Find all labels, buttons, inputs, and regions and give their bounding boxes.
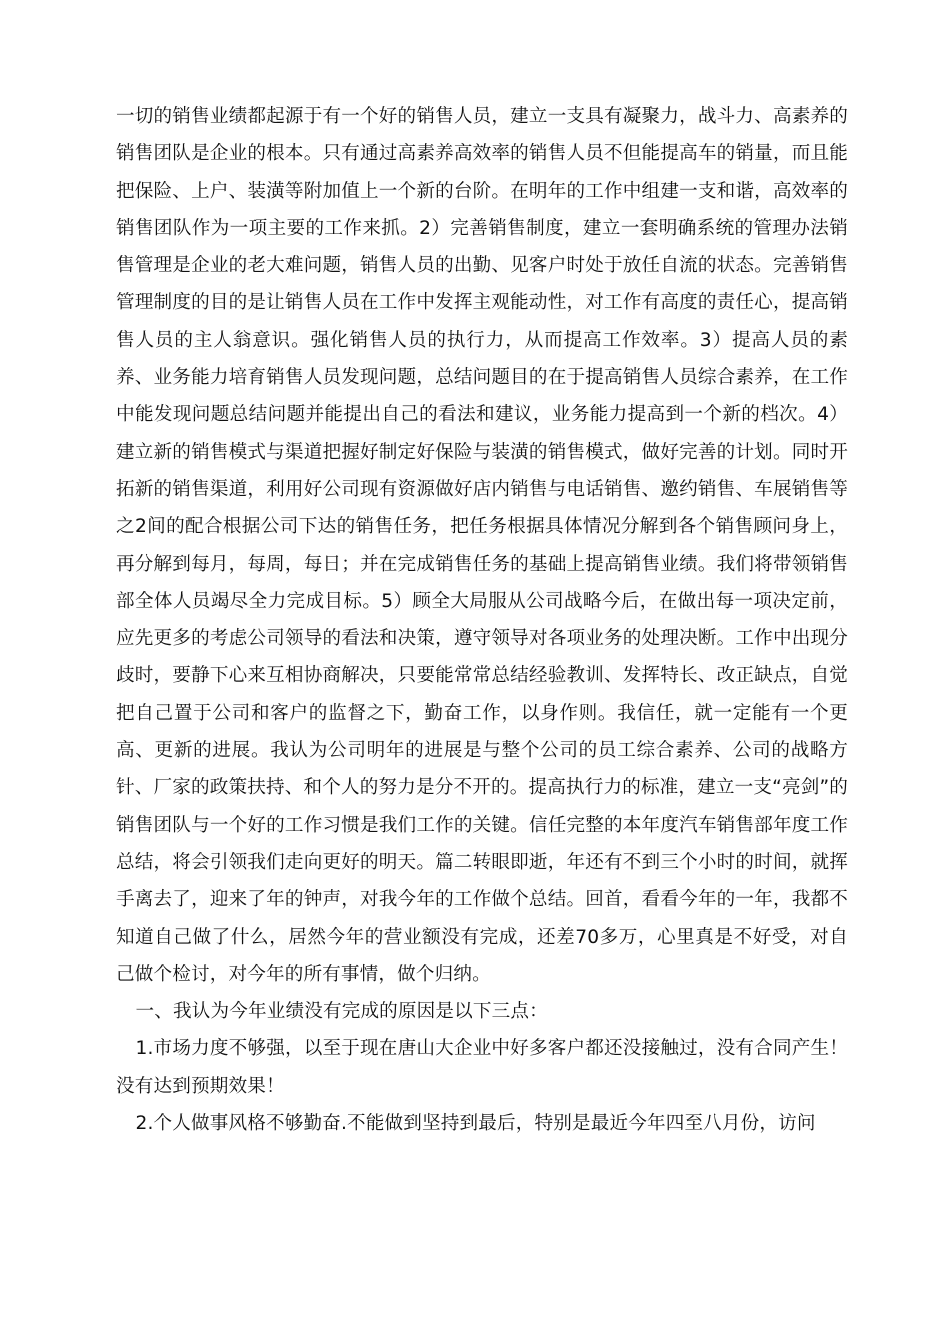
document-body (116, 98, 848, 1142)
list-item: 2.个人做事风格不够勤奋.不能做到坚持到最后，特别是最近今年四至八月份，访问 (135, 1113, 816, 1135)
list-item: 1.市场力度不够强，以至于现在唐山大企业中好多客户都还没接触过，没有合同产生！没有达到预期效果！ (116, 1038, 848, 1097)
section-heading: 一、我认为今年业绩没有完成的原因是以下三点： (135, 1001, 548, 1023)
body-paragraph: 一切的销售业绩都起源于有一个好的销售人员，建立一支具有凝聚力，战斗力、高素养的销售团队是企业的根本。只有通过高素养高效率的销售人员不但能提高车的销量，而且能把保险、上户、装潢等附加值上一个新的台阶。在明年的工作中组建一支和谐，高效率的销售团队作为一项主要的工作来抓。2）完善销售制度，建立一套明确系统的管理办法销售管理是企业的老大难问题，销售人员的出勤、见客户时处于放任自流的状态。完善销售管理制度的目的是让销售人员在工作中发挥主观能动性，对工作有高度的责任心，提高销售人员的主人翁意识。强化销售人员的执行力，从而提高工作效率。3）提高人员的素养、业务能力培育销售人员发现问题，总结问题目的在于提高销售人员综合素养，在工作中能发现问题总结问题并能提出自己的看法和建议，业务能力提高到一个新的档次。4）建立新的销售模式与渠道把握好制定好保险与装潢的销售模式，做好完善的计划。同时开拓新的销售渠道，利用好公司现有资源做好店内销售与电话销售、邀约销售、车展销售等之2间的配合根据公司下达的销售任务，把任务根据具体情况分解到各个销售顾问身上，再分解到每月，每周，每日；并在完成销售任务的基础上提高销售业绩。我们将带领销售部全体人员竭尽全力完成目标。5）顾全大局服从公司战略今后，在做出每一项决定前，应先更多的考虑公司领导的看法和决策，遵守领导对各项业务的处理决断。工作中出现分歧时，要静下心来互相协商解决，只要能常常总结经验教训、发挥特长、改正缺点，自觉把自己置于公司和客户的监督之下，勤奋工作，以身作则。我信任，就一定能有一个更高、更新的进展。我认为公司明年的进展是与整个公司的员工综合素养、公司的战略方针、厂家的政策扶持、和个人的努力是分不开的。提高执行力的标准，建立一支“亮剑”的销售团队与一个好的工作习惯是我们工作的关键。信任完整的本年度汽车销售部年度工作总结，将会引领我们走向更好的明天。篇二转眼即逝，年还有不到三个小时的时间，就挥手离去了，迎来了年的钟声，对我今年的工作做个总结。回首，看看今年的一年，我都不知道自己做了什么，居然今年的营业额没有完成，还差70多万，心里真是不好受，对自己做个检讨，对今年的所有事情，做个归纳。 (116, 106, 848, 985)
